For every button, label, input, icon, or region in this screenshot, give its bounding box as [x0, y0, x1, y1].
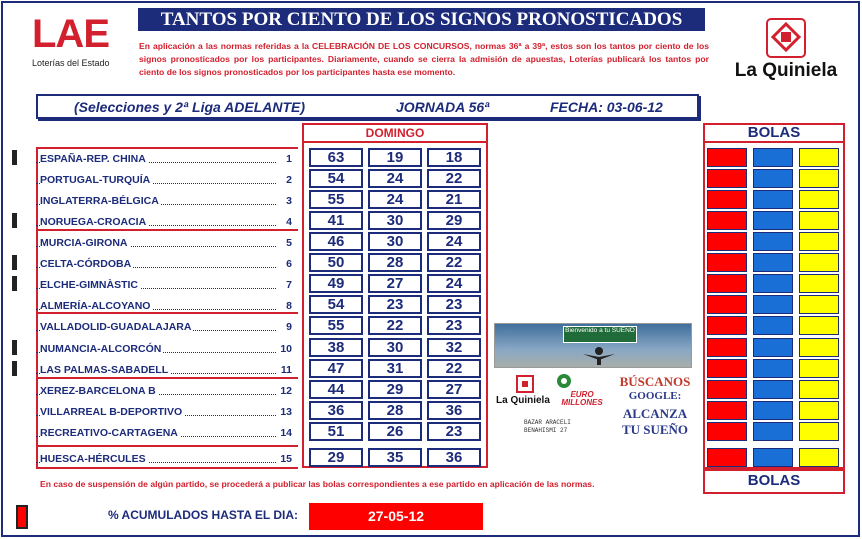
percent-1: 44	[309, 380, 363, 399]
percent-1: 55	[309, 190, 363, 209]
ball-yellow	[799, 380, 839, 399]
jornada-header	[36, 94, 699, 119]
match-name: RECREATIVO-CARTAGENA	[40, 427, 178, 439]
percent-x: 30	[368, 232, 422, 251]
ball-yellow	[799, 253, 839, 272]
ball-red	[707, 169, 747, 188]
percent-1: 49	[309, 274, 363, 293]
advert-sign: Bienvenido a tu SUEÑO	[563, 326, 637, 343]
ball-blue	[753, 169, 793, 188]
ball-blue	[753, 448, 793, 467]
percent-1: 50	[309, 253, 363, 272]
row-marker	[12, 361, 17, 376]
match-number: 11	[280, 364, 292, 376]
ball-blue	[753, 274, 793, 293]
row-marker	[12, 340, 17, 355]
match-number: 14	[280, 427, 292, 439]
percent-1: 46	[309, 232, 363, 251]
ball-red	[707, 380, 747, 399]
match-row	[36, 361, 298, 380]
advert-line-2: GOOGLE:	[628, 390, 682, 402]
ball-blue	[753, 316, 793, 335]
percent-2: 36	[427, 401, 481, 420]
percent-x: 30	[368, 338, 422, 357]
advert-block	[494, 323, 692, 442]
percent-2: 23	[427, 422, 481, 441]
ball-red	[707, 448, 747, 467]
match-name: LAS PALMAS-SABADELL	[40, 364, 169, 376]
advert-shop-name: BAZAR ARACELI	[524, 419, 571, 426]
match-number: 7	[286, 279, 292, 291]
percent-1: 63	[309, 148, 363, 167]
ball-red	[707, 401, 747, 420]
bolas-header: BOLAS	[703, 123, 845, 143]
percent-x: 24	[368, 190, 422, 209]
percent-x: 28	[368, 253, 422, 272]
match-row	[36, 318, 298, 337]
ball-yellow	[799, 401, 839, 420]
match-row	[36, 255, 298, 274]
percent-1: 54	[309, 295, 363, 314]
group-separator	[36, 445, 298, 447]
percent-1: 41	[309, 211, 363, 230]
ball-red	[707, 338, 747, 357]
percent-1: 55	[309, 316, 363, 335]
match-number: 1	[286, 153, 292, 165]
acumulados-marker	[16, 505, 28, 529]
percent-2: 18	[427, 148, 481, 167]
match-row	[36, 424, 298, 443]
row-marker	[12, 276, 17, 291]
match-row	[36, 234, 298, 253]
match-number: 5	[286, 237, 292, 249]
ball-red	[707, 253, 747, 272]
match-number: 13	[280, 406, 292, 418]
match-number: 10	[280, 343, 292, 355]
ball-blue	[753, 380, 793, 399]
advert-shop-address: BENAHISMI 27	[524, 427, 568, 434]
percent-1: 47	[309, 359, 363, 378]
match-number: 6	[286, 258, 292, 270]
match-row	[36, 150, 298, 169]
ball-red	[707, 295, 747, 314]
ball-blue	[753, 338, 793, 357]
percent-x: 30	[368, 211, 422, 230]
ball-blue	[753, 295, 793, 314]
match-name: MURCIA-GIRONA	[40, 237, 128, 249]
percent-x: 31	[368, 359, 422, 378]
match-name: HUESCA-HÉRCULES	[40, 453, 146, 465]
percent-2: 22	[427, 169, 481, 188]
domingo-header: DOMINGO	[302, 123, 488, 143]
acumulados-label: % ACUMULADOS HASTA EL DIA:	[108, 508, 298, 522]
match-row	[36, 340, 298, 359]
jornada-label: JORNADA 56ª	[396, 99, 490, 115]
page-title: TANTOS POR CIENTO DE LOS SIGNOS PRONOSTICADOS	[138, 8, 705, 31]
percent-2: 24	[427, 274, 481, 293]
percent-x: 22	[368, 316, 422, 335]
lae-logo-letters: LAE	[32, 12, 109, 56]
match-name: ELCHE-GIMNÀSTIC	[40, 279, 138, 291]
ball-yellow	[799, 190, 839, 209]
ball-yellow	[799, 148, 839, 167]
advert-road-image	[494, 323, 692, 368]
ball-red	[707, 211, 747, 230]
match-name: ESPAÑA-REP. CHINA	[40, 153, 146, 165]
advert-slogan	[618, 374, 692, 438]
quiniela-small-icon	[516, 375, 534, 393]
ball-red	[707, 232, 747, 251]
match-row	[36, 213, 298, 232]
fecha-label: FECHA: 03-06-12	[550, 99, 663, 115]
quiniela-icon	[766, 18, 806, 58]
match-row	[36, 297, 298, 316]
percent-x: 19	[368, 148, 422, 167]
match-number: 8	[286, 300, 292, 312]
ball-yellow	[799, 211, 839, 230]
footnote: En caso de suspensión de algún partido, se procederá a publicar las bolas correspondientes a ese partido en aplicación de las normas.	[40, 479, 595, 489]
match-name: PORTUGAL-TURQUÍA	[40, 174, 151, 186]
ball-red	[707, 422, 747, 441]
row-marker	[12, 255, 17, 270]
ball-yellow	[799, 316, 839, 335]
match-number: 3	[286, 195, 292, 207]
match-name: INGLATERRA-BÉLGICA	[40, 195, 159, 207]
ball-yellow	[799, 169, 839, 188]
match-name: VILLARREAL B-DEPORTIVO	[40, 406, 183, 418]
match-number: 4	[286, 216, 292, 228]
acumulados-date: 27-05-12	[309, 503, 483, 530]
match-name: VALLADOLID-GUADALAJARA	[40, 321, 192, 333]
ball-yellow	[799, 448, 839, 467]
match-row	[36, 276, 298, 295]
percent-2: 24	[427, 232, 481, 251]
match-name: ALMERÍA-ALCOYANO	[40, 300, 151, 312]
percent-x: 27	[368, 274, 422, 293]
selection-label: (Selecciones y 2ª Liga ADELANTE)	[74, 99, 306, 115]
percent-x: 24	[368, 169, 422, 188]
ball-red	[707, 316, 747, 335]
match-name: NORUEGA-CROACIA	[40, 216, 147, 228]
match-name: NUMANCIA-ALCORCÓN	[40, 343, 162, 355]
match-number: 9	[286, 321, 292, 333]
percent-x: 26	[368, 422, 422, 441]
ball-yellow	[799, 232, 839, 251]
ball-blue	[753, 148, 793, 167]
match-row	[36, 192, 298, 211]
advert-euromillones-text: EURO MILLONES	[561, 390, 603, 407]
ball-blue	[753, 422, 793, 441]
quiniela-logo-text: La Quiniela	[734, 60, 838, 81]
percent-x: 28	[368, 401, 422, 420]
percent-1: 29	[309, 448, 363, 467]
match-row	[36, 171, 298, 190]
percent-1: 36	[309, 401, 363, 420]
match-number: 15	[280, 453, 292, 465]
advert-line-3: ALCANZA	[622, 406, 688, 421]
percent-2: 36	[427, 448, 481, 467]
ball-red	[707, 359, 747, 378]
percent-1: 51	[309, 422, 363, 441]
lae-logo-subtitle: Loterías del Estado	[32, 58, 110, 68]
row-marker	[12, 213, 17, 228]
match-number: 12	[280, 385, 292, 397]
match-row	[36, 382, 298, 401]
lae-logo	[32, 14, 127, 72]
advert-line-1: BÚSCANOS	[619, 374, 691, 389]
intro-text: En aplicación a las normas referidas a la CELEBRACIÓN DE LOS CONCURSOS, normas 36ª a 39ª, estos son los tantos por ciento de los signos pronosticados por los participantes. Diariamente, cuando se cierra la admisión de apuestas, Loterías publicará los tantos por ciento de los signos pronosticados por los participantes hasta ese momento.	[139, 41, 709, 77]
percent-x: 29	[368, 380, 422, 399]
ball-blue	[753, 190, 793, 209]
ball-blue	[753, 211, 793, 230]
percent-1: 38	[309, 338, 363, 357]
percent-x: 23	[368, 295, 422, 314]
ball-yellow	[799, 274, 839, 293]
percent-1: 54	[309, 169, 363, 188]
ball-red	[707, 274, 747, 293]
ball-yellow	[799, 359, 839, 378]
bolas-footer: BOLAS	[703, 469, 845, 494]
ball-red	[707, 148, 747, 167]
ball-blue	[753, 401, 793, 420]
ball-red	[707, 190, 747, 209]
percent-2: 23	[427, 316, 481, 335]
percent-2: 29	[427, 211, 481, 230]
ball-yellow	[799, 422, 839, 441]
ball-yellow	[799, 338, 839, 357]
percent-2: 27	[427, 380, 481, 399]
percent-2: 32	[427, 338, 481, 357]
match-name: CELTA-CÓRDOBA	[40, 258, 132, 270]
quiniela-logo	[718, 18, 854, 80]
ball-blue	[753, 359, 793, 378]
percent-2: 22	[427, 359, 481, 378]
percent-2: 23	[427, 295, 481, 314]
match-row	[36, 403, 298, 422]
percent-2: 22	[427, 253, 481, 272]
ball-blue	[753, 232, 793, 251]
percent-x: 35	[368, 448, 422, 467]
advert-quiniela-text: La Quiniela	[496, 395, 550, 406]
ball-yellow	[799, 295, 839, 314]
advert-line-4: TU SUEÑO	[621, 422, 689, 437]
ball-blue	[753, 253, 793, 272]
match-number: 2	[286, 174, 292, 186]
match-row	[36, 450, 298, 469]
percent-2: 21	[427, 190, 481, 209]
figure-silhouette-icon	[579, 346, 619, 366]
row-marker	[12, 150, 17, 165]
match-name: XEREZ-BARCELONA B	[40, 385, 156, 397]
euromillones-star-icon	[556, 373, 572, 389]
